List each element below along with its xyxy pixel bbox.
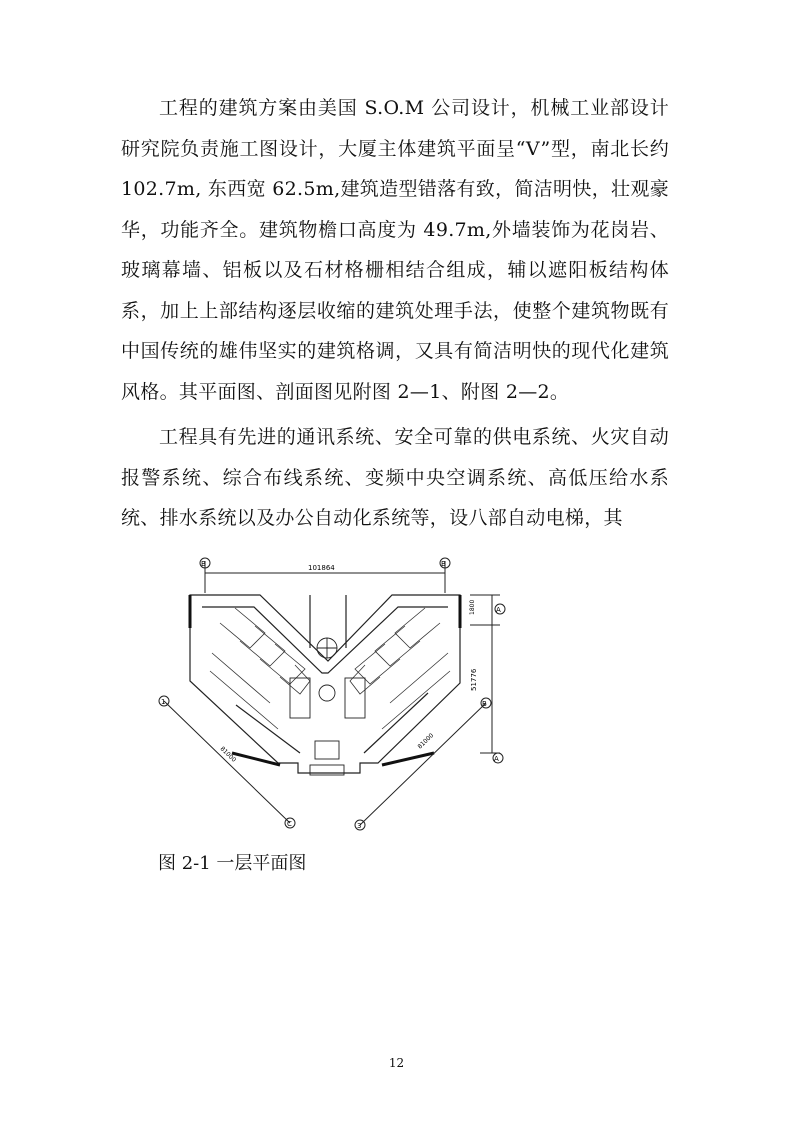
right-dimension-lower-label: 51776 [470, 668, 478, 691]
right-dimension-upper-label: 1800 [469, 599, 476, 615]
axis-label-bottom-left: C [287, 820, 292, 828]
right-wing-dimension-label: 81000 [416, 732, 436, 751]
floor-plan-figure [150, 553, 520, 841]
paragraph-2: 工程具有先进的通讯系统、安全可靠的供电系统、火灾自动报警系统、综合布线系统、变频中央空调系统、高低压给水系统、排水系统以及办公自动化系统等，设八部自动电梯，其 [121, 426, 669, 529]
axis-label-bottom-right: 3 [357, 822, 362, 830]
paragraph-1: 工程的建筑方案由美国 S.O.M 公司设计，机械工业部设计研究院负责施工图设计，大厦主体建筑平面呈“V”型，南北长约 102.7m, 东西宽 62.5m,建筑造型错落有致，简洁明快，壮观豪华，功能齐全。建筑物檐口高度为 49.7m,外墙装饰为花岗岩、玻璃幕墙、铝板以及石材格栅相结合组成，辅以遮阳板结构体系，加上上部结构逐层收缩的建筑处理手法，使整个建筑物既有中国传统的雄伟坚实的建筑格调，又具有简洁明快的现代化建筑风格。其平面图、剖面图见附图 2—1、附图 2—2。 [121, 97, 669, 403]
axis-label-right-lower: A [494, 755, 499, 763]
axis-label-top-left: B [201, 560, 206, 568]
floor-plan-drawing [150, 553, 520, 841]
axis-label-right-middle: B [482, 700, 487, 708]
axis-label-right-upper: A [496, 606, 501, 614]
top-dimension-label: 101864 [308, 564, 335, 572]
page-number: 12 [388, 1056, 405, 1070]
body-text [121, 88, 669, 544]
axis-label-left: 1 [161, 698, 166, 706]
figure-caption: 图 2-1 一层平面图 [158, 853, 307, 874]
left-wing-dimension-label: 81000 [218, 745, 238, 764]
axis-label-top-right: B [441, 560, 446, 568]
